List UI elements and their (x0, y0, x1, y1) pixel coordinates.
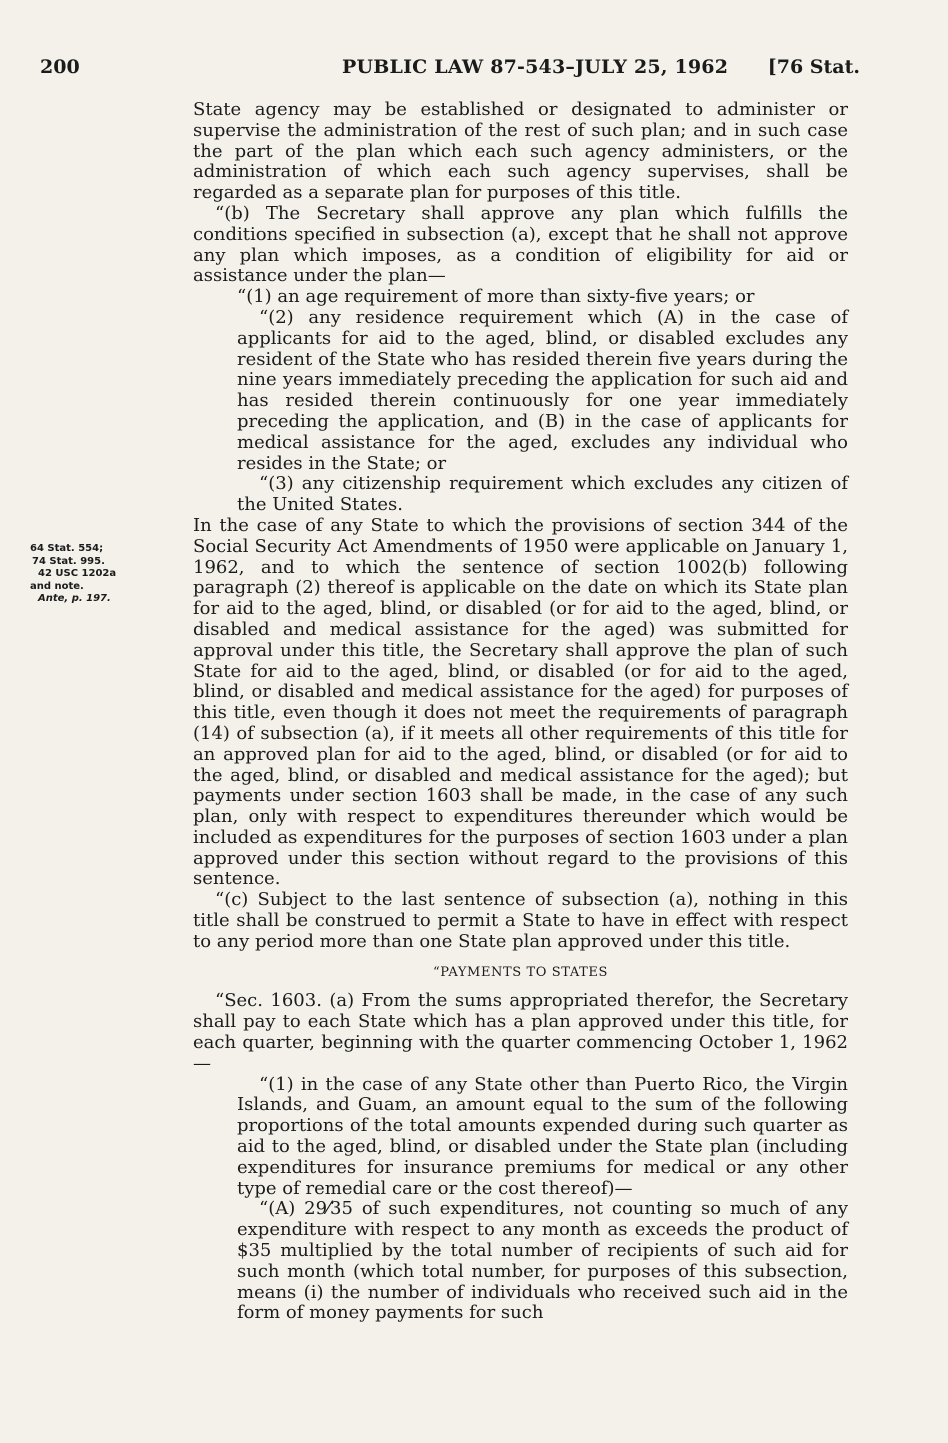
margin-note-line: and note. (30, 580, 84, 592)
paragraph-subsection-c: “(c) Subject to the last sentence of subsection (a), nothing in this title shall be construed to permit a State to have in effect with respect to any period more than one State plan approved under this title. (193, 889, 848, 952)
paragraph-state-plans: In the case of any State to which the provisions of section 344 of the Social Security Act Amendments of 1950 were applicable on January 1, 1962, and to which the sentence of section 1002(b) following paragraph (2) thereof is applicable on the date on which its State plan for aid to the aged, blind, or disabled (or for aid to the aged, blind, or disabled and medical assistance for the aged) was submitted for approval under this title, the Secretary shall approve the plan of such State for aid to the aged, blind, or disabled (or for aid to the aged, blind, or disabled and medical assistance for the aged) for purposes of this title, even though it does not meet the requirements of paragraph (14) of subsection (a), if it meets all other requirements of this title for an approved plan for aid to the aged, blind, or disabled (or for aid to the aged, blind, or disabled and medical assistance for the aged); but payments under section 1603 shall be made, in the case of any such plan, only with respect to expenditures thereunder which would be included as expenditures for the purposes of section 1603 under a plan approved under this section without regard to the provisions of this sentence. (193, 514, 848, 890)
margin-note-line: 64 Stat. 554; (30, 543, 104, 554)
clause-2: “(2) any residence requirement which (A) in the case of applicants for aid to the aged, blind, or disabled excludes any resident of the State who has resided therein five years during the nine years immediately preceding the application for such aid and has resided therein continuously for one year immediately preceding the application, and (B) in the case of applicants for medical assistance for the aged, excludes any individual who resides in the State; or (237, 306, 848, 474)
section-heading: “PAYMENTS TO STATES (433, 964, 608, 980)
statute-body (193, 100, 848, 1324)
margin-note-line: 42 USC 1202a (38, 568, 117, 579)
margin-note-line: Ante, p. 197. (38, 593, 111, 604)
page-header (40, 56, 860, 86)
paragraph-section-1603: “Sec. 1603. (a) From the sums appropriated therefor, the Secretary shall pay to each State which has a plan approved under this title, for each quarter, beginning with the quarter commencing October 1, 1962— (193, 990, 848, 1074)
paragraph: State agency may be established or designated to administer or supervise the administration of the rest of such plan; and in such case the part of the plan which each such agency administers, or the administration of which each such agency supervises, shall be regarded as a separate plan for purposes of this title. (193, 99, 848, 204)
clause-A-payments: “(A) 29⁄35 of such expenditures, not counting so much of any expenditure with respect to any month as exceeds the product of $35 multiplied by the total number of recipients of such aid for such month (which total number, for purposes of this subsection, means (i) the number of individuals who received such aid in the form of money payments for such (237, 1198, 848, 1324)
statute-volume: [76 Stat. (767, 56, 860, 78)
margin-note-line: 74 Stat. 995. (32, 555, 105, 567)
clause-3: “(3) any citizenship requirement which excludes any citizen of the United States. (237, 473, 848, 516)
running-title: PUBLIC LAW 87-543–JULY 25, 1962 (342, 56, 729, 78)
clause-1-payments: “(1) in the case of any State other than Puerto Rico, the Virgin Islands, and Guam, an amount equal to the sum of the following proportions of the total amounts expended during such quarter as aid to the aged, blind, or disabled under the State plan (including expenditures for insurance premiums for medical or any other type of remedial care or the cost thereof)— (237, 1073, 848, 1199)
page-number: 200 (40, 56, 80, 78)
clause-1: “(1) an age requirement of more than sixty-five years; or (237, 286, 755, 308)
margin-citation-note (30, 543, 160, 606)
paragraph-subsection-b: “(b) The Secretary shall approve any plan which fulfills the conditions specified in subsection (a), except that he shall not approve any plan which imposes, as a condition of eligibility for aid or assistance under the plan— (193, 202, 848, 287)
